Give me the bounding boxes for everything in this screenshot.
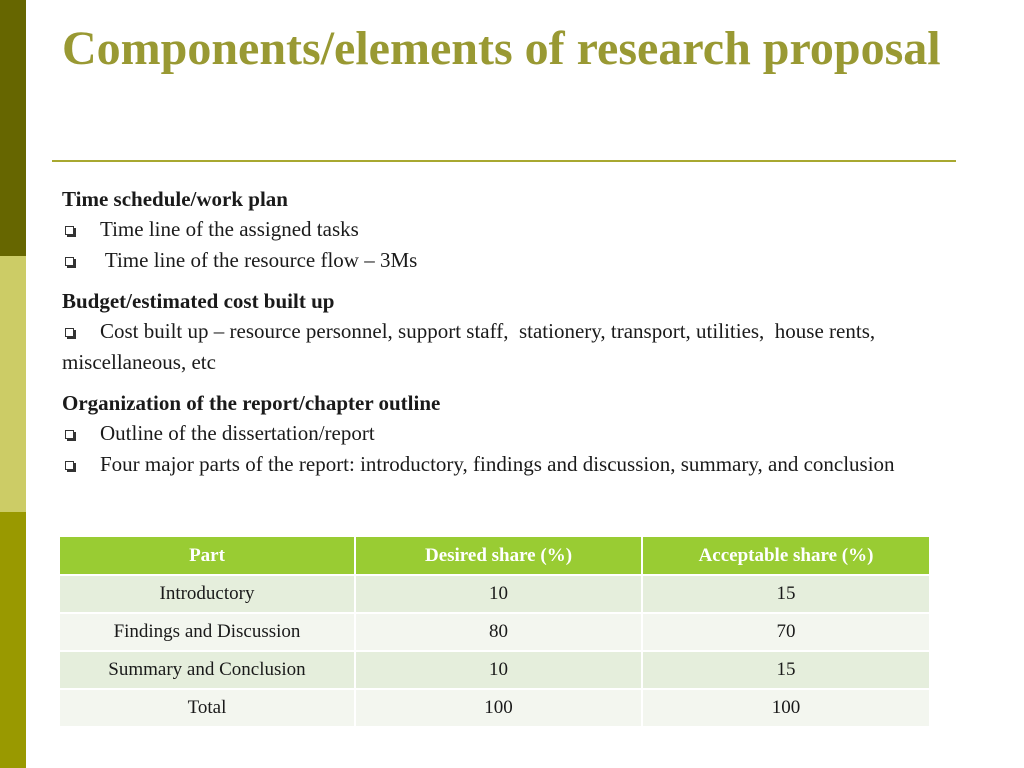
bullet-list-time-schedule	[62, 214, 962, 276]
table-cell: 100	[355, 689, 642, 727]
accent-segment-bottom	[0, 512, 26, 768]
list-item: Time line of the resource flow – 3Ms	[62, 245, 962, 276]
checkbox-bullet-icon	[65, 328, 74, 337]
accent-segment-middle	[0, 256, 26, 512]
table-cell: Summary and Conclusion	[60, 651, 355, 689]
list-item: Time line of the assigned tasks	[62, 214, 962, 245]
bullet-list-budget	[62, 316, 962, 378]
share-table	[60, 537, 931, 728]
table-cell: Total	[60, 689, 355, 727]
table-cell: 15	[642, 651, 930, 689]
table-cell: 10	[355, 651, 642, 689]
table-cell: 15	[642, 575, 930, 613]
table-row	[60, 651, 930, 689]
slide-body	[62, 184, 962, 490]
bullet-list-organization	[62, 418, 962, 480]
list-item: Cost built up – resource personnel, support staff, stationery, transport, utilities, house rents, miscellaneous, etc	[62, 319, 881, 374]
column-header-part: Part	[60, 537, 355, 575]
table-cell: 10	[355, 575, 642, 613]
table-cell: 100	[642, 689, 930, 727]
section-heading-organization: Organization of the report/chapter outline	[62, 391, 441, 415]
list-item: Outline of the dissertation/report	[62, 418, 962, 449]
column-header-acceptable-share: Acceptable share (%)	[642, 537, 930, 575]
table-header-row	[60, 537, 930, 575]
section-heading-time-schedule: Time schedule/work plan	[62, 187, 288, 211]
table-cell: Introductory	[60, 575, 355, 613]
section-heading-budget: Budget/estimated cost built up	[62, 289, 335, 313]
column-header-desired-share: Desired share (%)	[355, 537, 642, 575]
accent-segment-top	[0, 0, 26, 256]
table-cell: 80	[355, 613, 642, 651]
list-item: Four major parts of the report: introductory, findings and discussion, summary, and conclusion	[62, 449, 962, 480]
checkbox-bullet-icon	[65, 461, 74, 470]
checkbox-bullet-icon	[65, 226, 74, 235]
table-cell: 70	[642, 613, 930, 651]
title-divider	[52, 160, 956, 162]
side-accent-bar	[0, 0, 26, 768]
table-row	[60, 689, 930, 727]
checkbox-bullet-icon	[65, 430, 74, 439]
slide-title: Components/elements of research proposal	[62, 22, 941, 75]
table-row	[60, 575, 930, 613]
checkbox-bullet-icon	[65, 257, 74, 266]
table-cell: Findings and Discussion	[60, 613, 355, 651]
table-row	[60, 613, 930, 651]
